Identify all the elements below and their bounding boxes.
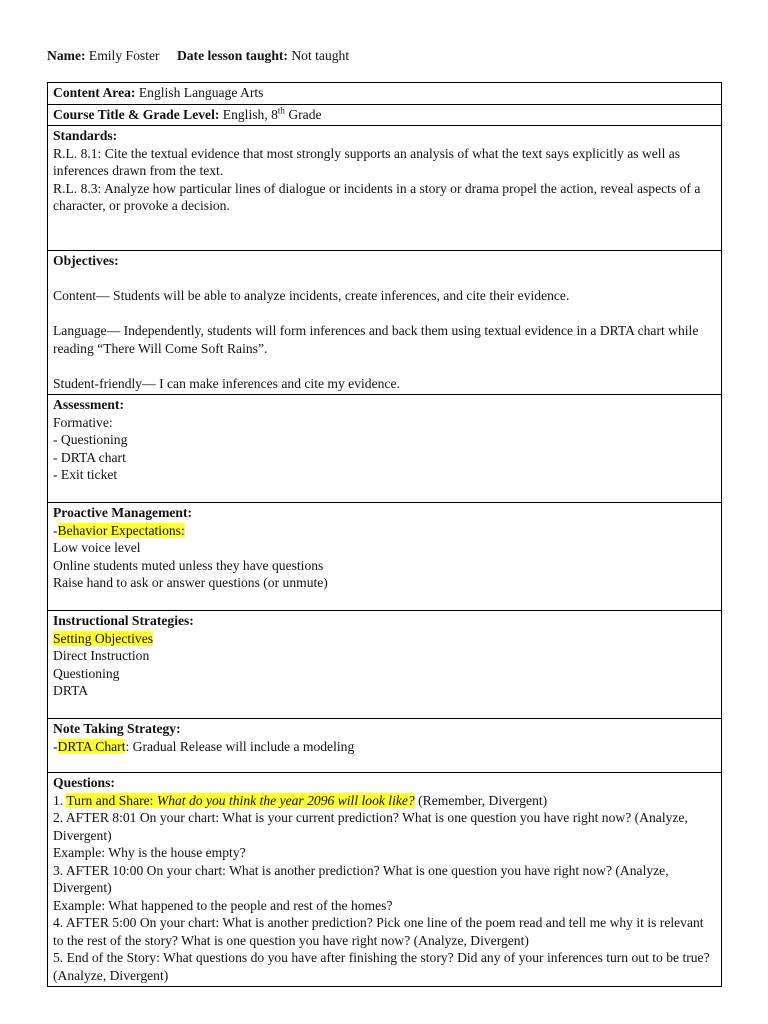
assessment-row	[48, 395, 722, 503]
objective-content: Content— Students will be able to analyze incidents, create inferences, and cite their evidence.	[53, 288, 570, 303]
date-label: Date lesson taught:	[176, 48, 288, 63]
question-4: 4. AFTER 5:00 On your chart: What is another prediction? Pick one line of the poem read and tell me why it is relevant to the rest of the story? What is one question you have right now? (Analyze, Divergent)	[53, 915, 704, 948]
name-value: Emily Foster	[88, 48, 160, 63]
question-1-highlight: Turn and Share: What do you think the year 2096 will look like?	[66, 792, 415, 808]
question-2-example: Example: Why is the house empty?	[53, 845, 246, 860]
note-taking-row	[48, 719, 722, 773]
strategies-row	[48, 611, 722, 719]
assessment-item: - Exit ticket	[53, 467, 118, 482]
objective-student-friendly: Student-friendly— I can make inferences and cite my evidence.	[53, 375, 400, 391]
note-taking-value: -DRTA Chart: Gradual Release will include a modeling	[53, 738, 355, 754]
note-taking-label: Note Taking Strategy:	[53, 721, 181, 736]
standard-rl-8-3: R.L. 8.3: Analyze how particular lines of dialogue or incidents in a story or drama propel the action, reveal aspects of a character, or provoke a decision.	[53, 180, 701, 213]
management-item: Low voice level	[53, 540, 141, 555]
question-5: 5. End of the Story: What questions do you have after finishing the story? Did any of your inferences turn out to be true? (Analyze, Divergent)	[53, 950, 710, 983]
content-area-label: Content Area:	[53, 85, 136, 100]
management-item: Raise hand to ask or answer questions (or unmute)	[53, 575, 328, 590]
questions-label: Questions:	[53, 775, 115, 790]
course-value: English, 8th Grade	[222, 104, 322, 122]
name-label: Name:	[47, 48, 86, 63]
objectives-label: Objectives:	[53, 253, 119, 268]
objective-language: Language— Independently, students will form inferences and back them using textual evidence in a DRTA chart while reading “There Will Come Soft Rains”.	[53, 323, 699, 356]
behavior-expectations: -Behavior Expectations:	[53, 522, 185, 538]
management-row	[48, 503, 722, 611]
course-label: Course Title & Grade Level:	[53, 106, 220, 122]
course-row	[48, 104, 722, 126]
question-2: 2. AFTER 8:01 On your chart: What is your current prediction? What is one question you have right now? (Analyze, Divergent)	[53, 810, 688, 843]
lesson-plan-table	[47, 82, 722, 987]
content-area-row	[48, 83, 722, 105]
strategy-item: DRTA	[53, 683, 89, 698]
management-item: Online students muted unless they have questions	[53, 557, 324, 573]
header-line	[47, 47, 349, 65]
behavior-expectations-highlight: Behavior Expectations:	[57, 522, 185, 538]
question-3-example: Example: What happened to the people and rest of the homes?	[53, 897, 393, 913]
strategy-item: Questioning	[53, 665, 120, 681]
assessment-item: - Questioning	[53, 432, 128, 447]
question-1: 1. Turn and Share: What do you think the year 2096 will look like? (Remember, Divergent)	[53, 792, 548, 808]
content-area-value: English Language Arts	[138, 85, 264, 100]
assessment-item: Formative:	[53, 414, 113, 430]
objectives-row	[48, 251, 722, 395]
standard-rl-8-1: R.L. 8.1: Cite the textual evidence that most strongly supports an analysis of what the text says explicitly as well as inferences drawn from the text.	[53, 145, 681, 178]
setting-objectives-highlight: Setting Objectives	[53, 630, 154, 646]
assessment-label: Assessment:	[53, 397, 124, 412]
drta-chart-highlight: DRTA Chart	[57, 738, 126, 754]
management-label: Proactive Management:	[53, 505, 193, 520]
date-value: Not taught	[291, 48, 350, 63]
strategy-item: Direct Instruction	[53, 648, 150, 663]
questions-row	[48, 773, 722, 987]
standards-label: Standards:	[53, 128, 118, 143]
question-3: 3. AFTER 10:00 On your chart: What is another prediction? What is one question you have right now? (Analyze, Divergent)	[53, 862, 669, 895]
standards-row	[48, 126, 722, 251]
assessment-item: - DRTA chart	[53, 449, 126, 465]
strategies-label: Instructional Strategies:	[53, 613, 194, 628]
